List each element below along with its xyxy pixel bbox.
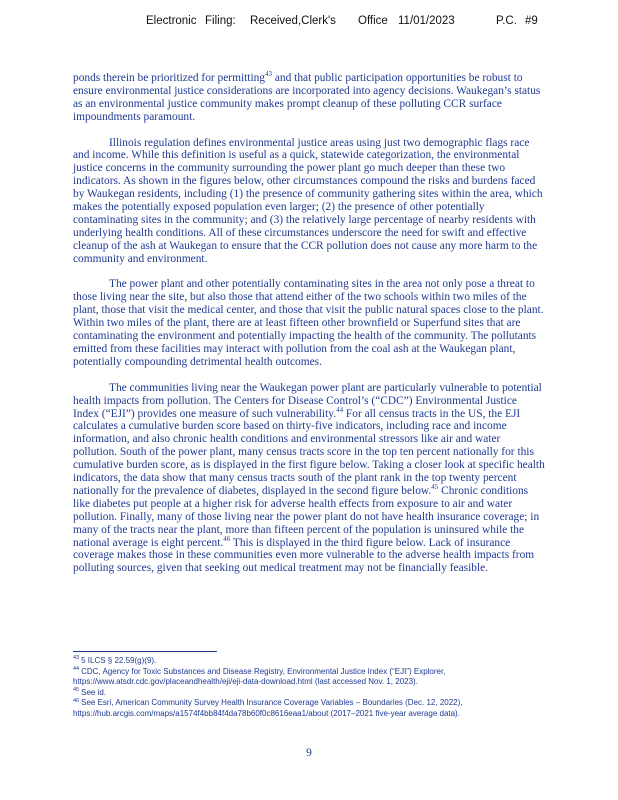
footnote: $^{44}$ CDC, Agency for Toxic Substances and Disease Registry, Environmental Justice Index (“EJI”) Explorer, (73, 665, 446, 676)
paragraph-2: Illinois regulation defines environmental justice areas using just two demographic flags race and income. While this definition is useful as a quick, statewide categorization, the environmental justice concerns in the community surrounding the power plant go much deeper than these two indicators. As shown in the figures below, other circumstances compound the risks and burdens faced by Waukegan residents, including (1) the presence of community gathering sites within the area, which makes the potentially exposed population even larger; (2) the presence of other potentially contaminating sites in the community; and (3) the relatively large percentage of nearby residents with underlying health conditions. All of these circumstances underscore the need for swift and effective cleanup of the ash at Waukegan to ensure that the CCR pollution does not cause any more harm to the community and environment. (73, 136, 543, 265)
paragraph-1: ponds therein be prioritized for permitting$^{43}$ and that public participation opportunities be robust to ensure environmental justice considerations are incorporated into agency decisions. Waukegan’s status as an environmental justice community makes prompt cleanup of these polluting CCR surface impoundments paramount. (73, 70, 541, 123)
footnote: $^{45}$ See id. (73, 687, 107, 697)
footnote-link[interactable]: https://hub.arcgis.com/maps/a1574f4bb84f4da78b60f0c8616eaa1/about (2017–2021 five-year average data). (73, 708, 460, 718)
footnote-divider (73, 651, 217, 652)
footnote-ref-43[interactable]: 43 (265, 70, 273, 79)
footnote-ref-45[interactable]: 45 (431, 483, 439, 492)
footnotes (73, 656, 553, 720)
document-body (73, 72, 545, 588)
footnote: $^{46}$ See Esri, American Community Survey Health Insurance Coverage Variables – Boundaries (Dec. 12, 2022), (73, 697, 463, 708)
header-date: 11/01/2023 (398, 15, 455, 27)
footnote: $^{43}$ 5 ILCS § 22.59(g)(9). (73, 655, 157, 665)
footnote-link[interactable]: https://www.atsdr.cdc.gov/placeandhealth/eji/eji-data-download.html (last accessed Nov. 1, 2023). (73, 677, 418, 687)
header-office: Office (358, 15, 388, 27)
header-received: Received,Clerk's (250, 15, 336, 27)
header-pc-number: #9 (525, 15, 538, 27)
header-filing: Filing: (205, 15, 236, 27)
paragraph-4: The communities living near the Waukegan power plant are particularly vulnerable to potential health impacts from pollution. The Centers for Disease Control’s (“CDC”) Environmental Justice Index (“EJI”) provides one measure of such vulnerability.$^{44}$ For all census tracts in the US, the EJI calculates a cumulative burden score based on thirty-five indicators, including race and income information, and also chronic health conditions and environmental stressors like air and water pollution. South of the power plant, many census tracts score in the top ten percent nationally for this cumulative burden score, as is displayed in the first figure below. Taking a closer look at specific health indicators, the data show that many census tracts south of the plant rank in the top twenty percent nationally for the prevalence of diabetes, displayed in the second figure below.$^{45}$ Chronic conditions like diabetes put people at a higher risk for adverse health effects from exposure to air and water pollution. Finally, many of those living near the power plant do not have health insurance coverage; in many of the tracts near the plant, more than fifteen percent of the population is uninsured while the national average is eight percent.$^{46}$ This is displayed in the third figure below. Lack of insurance coverage makes those in these communities even more vulnerable to the adverse health impacts from polluting sources, given that seeking out medical treatment may not be financially feasible. (73, 381, 545, 575)
header-electronic: Electronic (146, 15, 197, 27)
page-number: 9 (306, 747, 312, 759)
paragraph-3: The power plant and other potentially contaminating sites in the area not only pose a threat to those living near the site, but also those that attend either of the two schools within two miles of the plant, those that visit the medical center, and those that visit the public natural spaces close to the plant. Within two miles of the plant, there are at least fifteen other brownfield or Superfund sites that are contaminating the environment and potentially impacting the health of the community. The pollutants emitted from these facilities may interact with pollution from the coal ash at the Waukegan plant, potentially compounding detrimental health outcomes. (73, 278, 544, 368)
header-pc: P.C. (496, 15, 517, 27)
filing-header (0, 15, 618, 33)
footnote-ref-44[interactable]: 44 (336, 405, 344, 414)
footnote-ref-46[interactable]: 46 (223, 534, 231, 543)
